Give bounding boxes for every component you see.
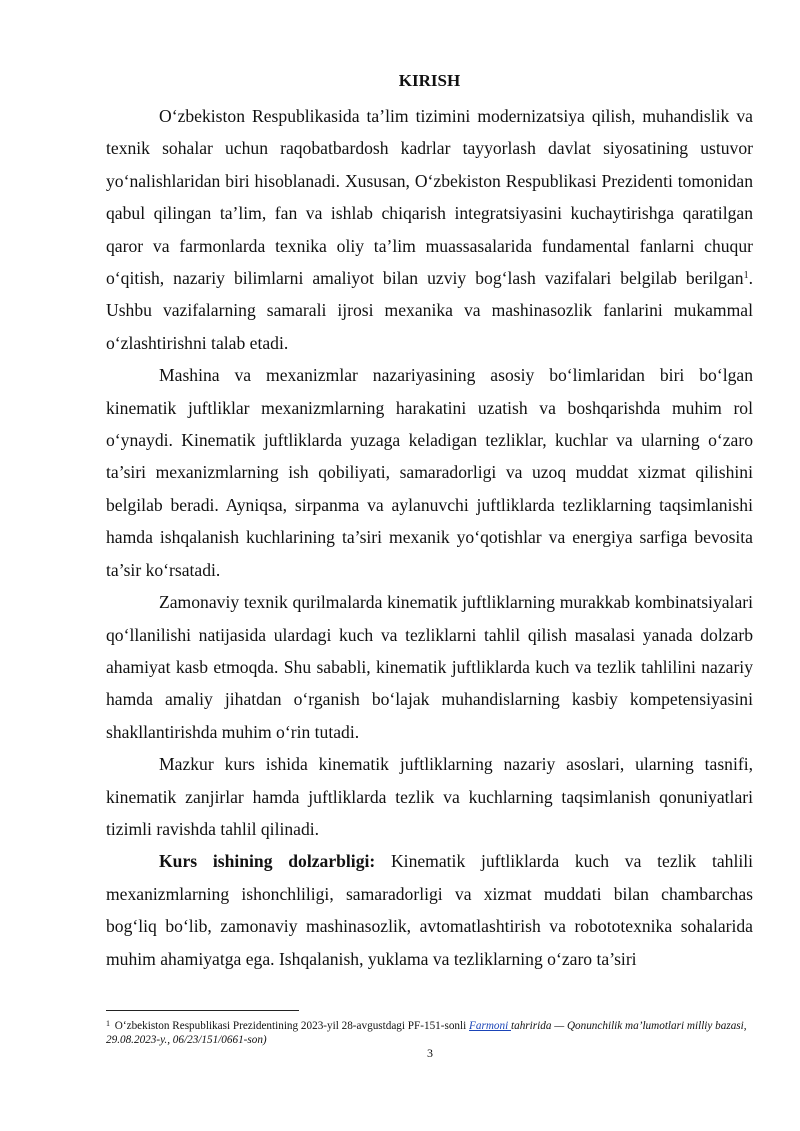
paragraph-1-text-cont: . Ushbu vazifalarning samarali ijrosi mexanika va mashinasozlik fanlarini mukammal o‘zlashtirishni talab etadi.	[106, 268, 753, 353]
footnote	[106, 1017, 753, 1047]
footnote-mark: 1	[106, 1019, 110, 1028]
paragraph-5	[106, 845, 753, 975]
footnote-text-italic: tahririda — Qonunchilik ma’lumotlari milliy bazasi, 29.08.2023-y., 06/23/151/0661-son)	[106, 1020, 747, 1046]
footnote-link[interactable]: Farmoni	[469, 1020, 511, 1032]
section-heading: KIRISH	[398, 71, 461, 90]
paragraph-5-text: Kinematik juftliklarda kuch va tezlik tahlili mexanizmlarning ishonchliligi, samaradorligi va xizmat muddati bilan chambarchas bog‘liq bo‘lib, zamonaviy mashinasozlik, avtomatlashtirish va robototexnika sohalarida muhim ahamiyatga ega. Ishqalanish, yuklama va tezliklarning o‘zaro ta’siri	[106, 851, 753, 969]
relevance-lead: Kurs ishining dolzarbligi:	[159, 851, 376, 872]
footnote-reference[interactable]: 1	[743, 270, 749, 282]
paragraph-4: Mazkur kurs ishida kinematik juftliklarning nazariy asoslari, ularning tasnifi, kinematik zanjirlar hamda juftliklarda tezlik va kuchlarning taqsimlanish qonuniyatlari tizimli ravishda tahlil qilinadi.	[106, 754, 753, 839]
footnote-text: O‘zbekiston Respublikasi Prezidentining 2023-yil 28-avgustdagi PF-151-sonli	[112, 1020, 470, 1032]
paragraph-1	[106, 100, 753, 359]
page-number: 3	[427, 1046, 433, 1060]
paragraph-1-text: O‘zbekiston Respublikasida ta’lim tizimini modernizatsiya qilish, muhandislik va texnik sohalar uchun raqobatbardosh kadrlar tayyorlash davlat siyosatining ustuvor yo‘nalishlaridan biri hisoblanadi. Xususan, O‘zbekiston Respublikasi Prezidenti tomonidan qabul qilingan ta’lim, fan va ishlab chiqarish integratsiyasini kuchaytirishga qaratilgan qaror va farmonlarda texnika oliy ta’lim muassasalarida fundamental fanlarni chuqur o‘qitish, nazariy bilimlarni amaliyot bilan uzviy bog‘lash vazifalari belgilab berilgan	[106, 106, 753, 289]
footnote-divider	[106, 1010, 299, 1011]
paragraph-3: Zamonaviy texnik qurilmalarda kinematik juftliklarning murakkab kombinatsiyalari qo‘llanilishi natijasida ulardagi kuch va tezliklarni tahlil qilish masalasi yanada dolzarb ahamiyat kasb etmoqda. Shu sababli, kinematik juftliklarda kuch va tezlik tahlilini nazariy hamda amaliy jihatdan o‘rganish bo‘lajak muhandislarning kasbiy kompetensiyasini shakllantirishda muhim o‘rin tutadi.	[106, 592, 753, 742]
paragraph-2: Mashina va mexanizmlar nazariyasining asosiy bo‘limlaridan biri bo‘lgan kinematik juftliklar mexanizmlarning harakatini uzatish va boshqarishda muhim rol o‘ynaydi. Kinematik juftliklarda yuzaga keladigan tezliklar, kuchlar va ularning o‘zaro ta’siri mexanizmlarning ish qobiliyati, samaradorligi va uzoq muddat xizmat qilishini belgilab beradi. Ayniqsa, sirpanma va aylanuvchi juftliklarda tezliklarning taqsimlanishi hamda ishqalanish kuchlarining ta’siri mexanik yo‘qotishlar va energiya sarfiga bevosita ta’sir ko‘rsatadi.	[106, 365, 753, 580]
body-text	[106, 100, 753, 975]
